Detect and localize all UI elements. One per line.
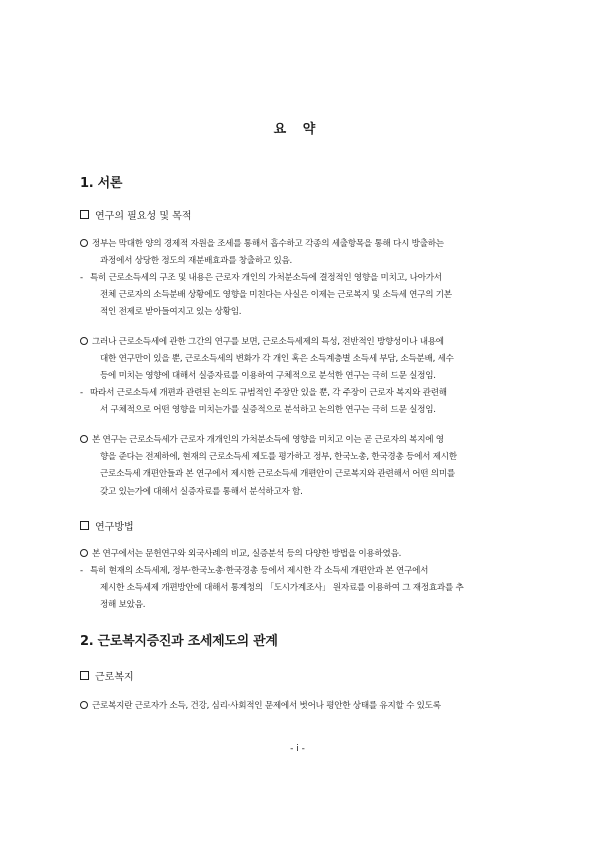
circle-bullet-icon xyxy=(80,337,88,345)
circle-bullet-icon xyxy=(80,701,88,709)
bullet-paragraph-4 xyxy=(80,546,528,563)
text-line: 정부는 막대한 양의 경제적 자원을 조세를 통해서 흡수하고 각종의 세출항목을 통해 다시 방출하는 xyxy=(92,239,444,249)
subsection-label: 연구의 필요성 및 목적 xyxy=(95,211,192,222)
dash-paragraph-2: - 따라서 근로소득세 개편과 관련된 논의도 규범적인 주장만 있을 뿐, 각 주장이 근로자 복지와 관련해 서 구체적으로 어떤 영향을 미치는가를 실증적으로 분석하고 논의한 연구는 극히 드문 실정임. xyxy=(80,388,447,416)
circle-bullet-icon xyxy=(80,549,88,557)
bullet-paragraph-1 xyxy=(80,236,528,270)
circle-bullet-icon xyxy=(80,435,88,443)
page-number: - i - xyxy=(290,744,305,754)
checkbox-square-icon xyxy=(80,671,89,680)
text-line: 정해 보았음. xyxy=(100,600,146,611)
text-line: 본 연구는 근로소득세가 근로자 개개인의 가처분소득에 영향을 미치고 이는 곧 근로자의 복지에 영 xyxy=(92,435,444,445)
text-line: 특히 근로소득세의 구조 및 내용은 근로자 개인의 가처분소득에 결정적인 영향을 미치고, 나아가서 xyxy=(90,273,442,283)
text-line: 대한 연구만이 있을 뿐, 근로소득세의 변화가 각 개인 혹은 소득계층별 소득세 부담, 소득분배, 세수 xyxy=(100,354,454,365)
text-line: 제시한 소득세제 개편방안에 대해서 통계청의 「도시가계조사」 원자료를 이용하여 그 재정효과를 추 xyxy=(100,583,464,594)
text-line: 적인 전제로 받아들여지고 있는 상황임. xyxy=(100,307,242,318)
bullet-paragraph-5 xyxy=(80,698,528,715)
text-line: 서 구체적으로 어떤 영향을 미치는가를 실증적으로 분석하고 논의한 연구는 극히 드문 실정임. xyxy=(100,405,436,416)
text-line: 근로복지란 근로자가 소득, 건강, 심리·사회적인 문제에서 벗어나 평안한 상태를 유지할 수 있도록 xyxy=(92,701,441,711)
dash-paragraph-1: - 특히 근로소득세의 구조 및 내용은 근로자 개인의 가처분소득에 결정적인 영향을 미치고, 나아가서 전체 근로자의 소득분배 상황에도 영향을 미친다는 사실은 이제는 근로복지 및 소득세 연구의 기본 적인 전제로 받아들여지고 있는 상황임. xyxy=(80,273,452,318)
subsection-purpose xyxy=(80,207,191,222)
subsection-label: 연구방법 xyxy=(95,522,134,533)
text-line: 본 연구에서는 문헌연구와 외국사례의 비교, 실증분석 등의 다양한 방법을 이용하였음. xyxy=(92,549,402,559)
text-line: 그러나 근로소득세에 관한 그간의 연구를 보면, 근로소득세제의 특성, 전반적인 방향성이나 내용에 xyxy=(92,337,444,347)
bullet-paragraph-3 xyxy=(80,432,528,501)
bullet-paragraph-2 xyxy=(80,334,528,386)
text-line: 전체 근로자의 소득분배 상황에도 영향을 미친다는 사실은 이제는 근로복지 및 소득세 연구의 기본 xyxy=(100,290,452,301)
dash-paragraph-3: - 특히 현재의 소득세제, 정부·한국노총·한국경총 등에서 제시한 각 소득세 개편안과 본 연구에서 제시한 소득세제 개편방안에 대해서 통계청의 「도시가계조사」 원자료를 이용하여 그 재정효과를 추 정해 보았음. xyxy=(80,566,464,611)
text-line: 특히 현재의 소득세제, 정부·한국노총·한국경총 등에서 제시한 각 소득세 개편안과 본 연구에서 xyxy=(90,566,429,576)
subsection-labor-welfare xyxy=(80,668,134,683)
text-line: 과정에서 상당한 정도의 재분배효과를 창출하고 있음. xyxy=(100,256,293,267)
subsection-label: 근로복지 xyxy=(95,672,134,683)
text-line: 등에 미치는 영향에 대해서 실증자료를 이용하여 구체적으로 분석한 연구는 극히 드문 실정임. xyxy=(100,371,436,382)
section-1-heading: 1. 서론 xyxy=(80,176,123,191)
text-line: 근로소득세 개편안들과 본 연구에서 제시한 근로소득세 개편안이 근로복지와 관련해서 어떤 의미를 xyxy=(100,469,455,480)
checkbox-square-icon xyxy=(80,210,89,219)
checkbox-square-icon xyxy=(80,521,89,530)
subsection-method xyxy=(80,518,134,533)
text-line: 향을 준다는 전제하에, 현재의 근로소득세 제도를 평가하고 정부, 한국노총, 한국경총 등에서 제시한 xyxy=(100,452,457,463)
text-line: 갖고 있는가에 대해서 실증자료를 통해서 분석하고자 함. xyxy=(100,486,303,497)
section-2-heading: 2. 근로복지증진과 조세제도의 관계 xyxy=(80,634,278,649)
circle-bullet-icon xyxy=(80,239,88,247)
page-title: 요 약 xyxy=(273,122,322,137)
text-line: 따라서 근로소득세 개편과 관련된 논의도 규범적인 주장만 있을 뿐, 각 주장이 근로자 복지와 관련해 xyxy=(90,388,447,398)
